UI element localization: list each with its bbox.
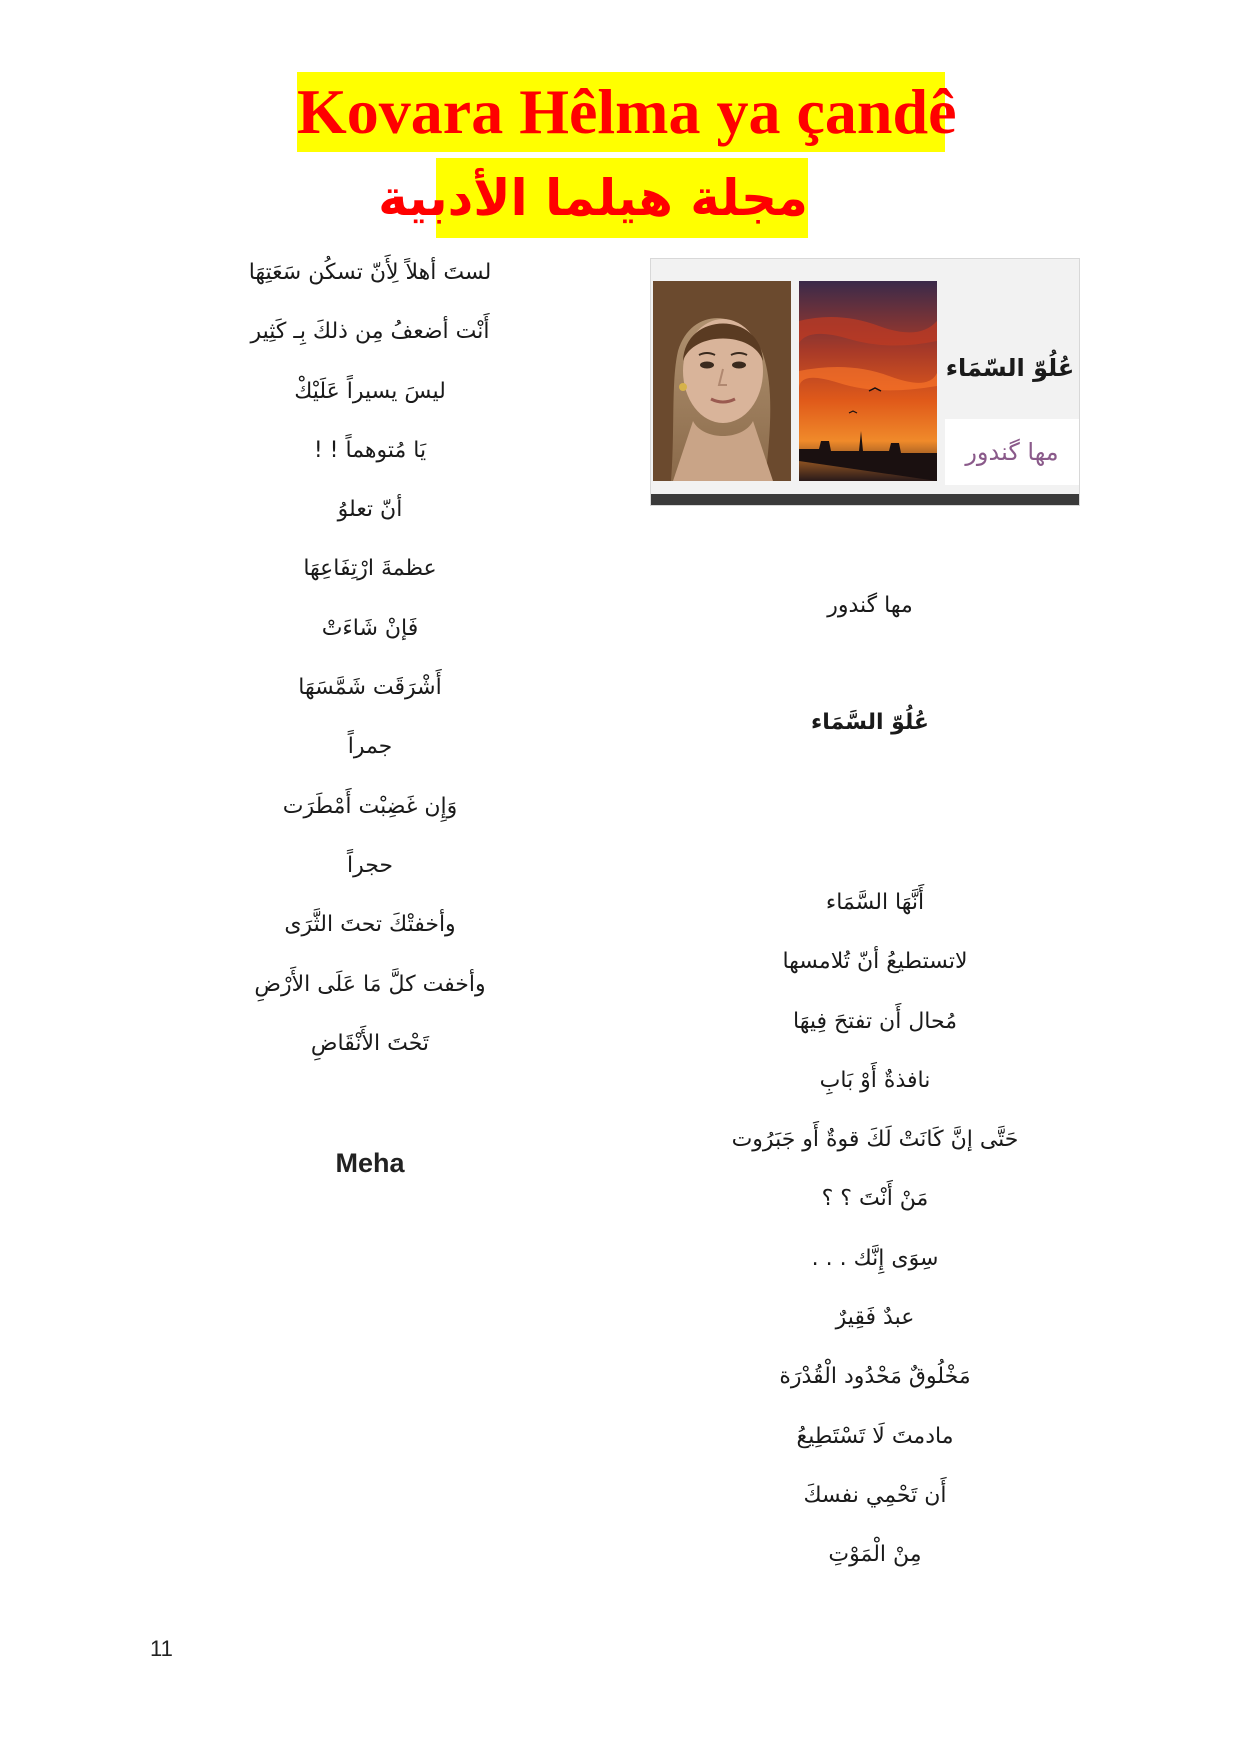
poem-line: لستَ أهلاً لِأَنّ تسكُن سَعَتِهَا bbox=[248, 260, 492, 285]
poem-line: حَتَّى إنَّ كَانَتْ لَكَ قوةٌ أَو جَبَرُوت bbox=[731, 1127, 1019, 1153]
poem-line: أَن تَحْمِي نفسكَ bbox=[803, 1482, 947, 1508]
poem-line: مَخْلُوقٌ مَحْدُود الْقُدْرَة bbox=[779, 1364, 971, 1390]
poem-line: مَنْ أَنْتَ ؟ ؟ bbox=[821, 1186, 929, 1212]
poem-title: عُلُوّ السَّمَاء bbox=[811, 710, 929, 735]
poem-line: مادمتَ لَا تَسْتَطِيعُ bbox=[796, 1423, 954, 1449]
poem-line: عبدٌ فَقِيرٌ bbox=[835, 1305, 915, 1331]
banner-bottom-bar bbox=[651, 494, 1079, 505]
poem-line: جمراً bbox=[347, 734, 393, 760]
magazine-title-latin: Kovara Hêlma ya çandê bbox=[297, 72, 945, 152]
banner-author-box bbox=[945, 419, 1079, 485]
banner-poem-title: عُلُوّ السّمَاء bbox=[945, 354, 1075, 382]
poem-column-left bbox=[200, 253, 540, 1083]
poem-line: يَا مُتوهماً ! ! bbox=[313, 437, 427, 463]
poet-signature: Meha bbox=[335, 1148, 405, 1178]
magazine-title-arabic: مجلة هيلما الأدبية bbox=[436, 158, 808, 238]
poem-line: سِوَى إِنَّك . . . bbox=[811, 1245, 939, 1271]
poem-line: حجراً bbox=[346, 852, 394, 878]
poem-line: فَإنْ شَاءَتْ bbox=[321, 615, 419, 641]
poem-line: وأخفتْكَ تحتَ الثَّرَى bbox=[284, 912, 456, 938]
poem-line: نافذةٌ أَوْ بَابِ bbox=[819, 1067, 931, 1093]
poem-line: وأخفت كلَّ مَا عَلَى الأَرْضِ bbox=[254, 971, 486, 997]
page-number: 11 bbox=[150, 1636, 173, 1661]
poem-line: وَإِن غَضِبْت أَمْطَرَت bbox=[282, 793, 458, 819]
poem-line: مِنْ الْمَوْتِ bbox=[828, 1542, 922, 1568]
poem-line: أَنَّهَا السَّمَاء bbox=[825, 890, 925, 915]
poem-banner bbox=[650, 258, 1080, 506]
poem-line: أَشْرَقَت شَمَّسَهَا bbox=[298, 675, 442, 701]
author-portrait-photo bbox=[653, 281, 791, 481]
author-name: مها گندور bbox=[827, 593, 913, 618]
poem-line: تَحْتَ الأَنْقَاضِ bbox=[310, 1030, 430, 1056]
poem-line: أَنْت أضعفُ مِن ذلكَ بِـ كَثِير bbox=[250, 319, 490, 345]
banner-author-name: مها گندور bbox=[965, 438, 1059, 466]
poem-line: مُحال أَن تفتحَ فِيهَا bbox=[792, 1008, 957, 1034]
poem-line: لاتستطيعُ أنّ تُلامسها bbox=[782, 949, 968, 975]
poem-line: ليسَ يسيراً عَلَيْكْ bbox=[294, 378, 446, 404]
sunset-sky-photo bbox=[799, 281, 937, 481]
poem-column-right bbox=[705, 883, 1045, 1595]
poem-line: عظمةَ ارْتِفَاعِهَا bbox=[303, 556, 437, 582]
poem-line: أنّ تعلوُ bbox=[337, 497, 403, 523]
